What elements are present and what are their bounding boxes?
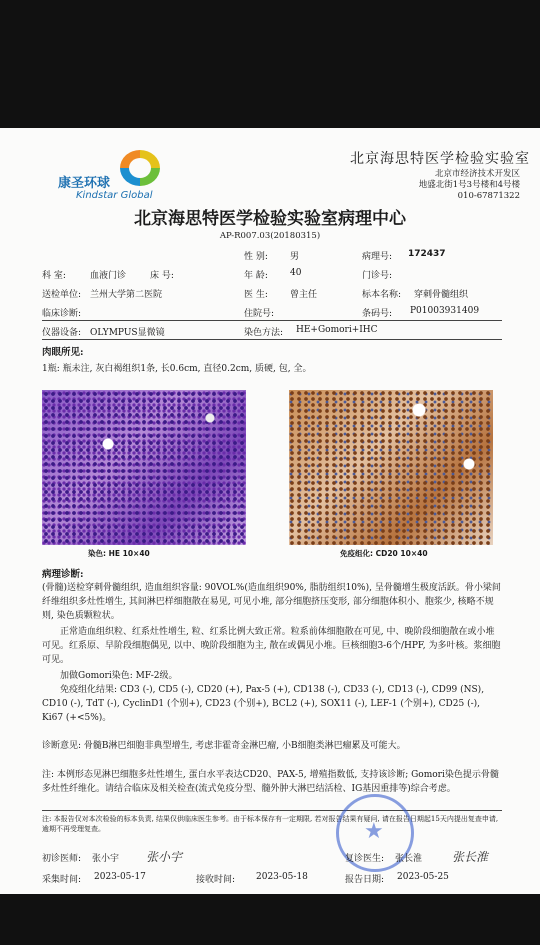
report-date: 2023-05-25 — [397, 872, 449, 882]
receive-date: 2023-05-18 — [256, 872, 308, 882]
report-title: 北京海思特医学检验实验室病理中心 — [134, 209, 406, 229]
hospital-value: 兰州大学第二医院 — [90, 290, 163, 300]
divider — [42, 320, 502, 321]
review-doctor-name: 张长淮 — [395, 854, 423, 864]
cd20-ihc-micrograph — [289, 390, 493, 545]
gross-heading: 肉眼所见: — [42, 347, 84, 358]
first-doctor-label: 初诊医师: — [42, 854, 82, 864]
gomori-result: 加做Gomori染色: MF-2级。 — [60, 671, 178, 681]
dept-value: 血液门诊 — [90, 271, 127, 281]
specimen-value: 穿刺骨髓组织 — [414, 290, 469, 300]
divider — [42, 339, 502, 340]
receive-label: 接收时间: — [196, 875, 236, 885]
stain-label: 染色方法: — [244, 328, 284, 338]
review-doctor-label: 复诊医生: — [345, 854, 385, 864]
doctor-label: 医 生: — [244, 290, 268, 300]
he-caption: 染色: HE 10×40 — [88, 549, 150, 558]
inpatient-label: 住院号: — [244, 309, 275, 319]
pathology-no-value: 172437 — [408, 249, 446, 259]
seal-star-icon: ★ — [364, 819, 384, 844]
logo-name-cn: 康圣环球 — [58, 176, 111, 191]
instrument-label: 仪器设备: — [42, 328, 82, 338]
doctor-value: 曾主任 — [290, 290, 318, 300]
logo-ring-icon — [120, 150, 160, 186]
barcode-value: P01003931409 — [410, 306, 480, 316]
specimen-label: 标本名称: — [362, 290, 402, 300]
diagnosis-note: 注: 本例形态见淋巴细胞多灶性增生, 蛋白水平表达CD20、PAX-5, 增殖指数低, 支持该诊断; Gomori染色提示骨髓多灶性纤维化。请结合临床及相关检查(流式免疫分型、髓外肿大淋巴结活检、IG基因重排等)综合考虑。 — [42, 770, 499, 794]
diagnosis-paragraph-1: (骨髓)送检穿刺骨髓组织, 造血组织容量: 90VOL%(造血组织90%, 脂肪组织10%), 呈骨髓增生极度活跃。骨小梁间纤维组织多灶性增生, 其间淋巴样细胞散在易见, 可见小堆, 部分细胞挤压变形, 部分细胞体积小、胞浆少, 核略不规则, 染色质颗粒状。 — [42, 583, 501, 621]
barcode-label: 条码号: — [362, 309, 393, 319]
disclaimer: 注: 本报告仅对本次检验的标本负责, 结果仅供临床医生参考。由于标本保存有一定期限, 若对报告结果有疑问, 请在报告日期起15天内提出复查申请, 逾期不再受理复查。 — [42, 815, 499, 833]
address-line-2: 地盛北街1号3号楼和4号楼 — [418, 180, 520, 190]
age-value: 40 — [290, 268, 302, 278]
outpatient-label: 门诊号: — [362, 271, 393, 281]
report-label: 报告日期: — [345, 875, 385, 885]
document-code: AP-R007.03(20180315) — [219, 231, 321, 241]
pathology-no-label: 病理号: — [362, 252, 393, 262]
collect-date: 2023-05-17 — [94, 872, 146, 882]
photo-background — [0, 894, 540, 945]
gross-description: 1瓶: 瓶未注, 灰白褐组织1条, 长0.6cm, 直径0.2cm, 质硬, 包, 全。 — [42, 364, 312, 374]
logo-name-en: Kindstar Global — [76, 190, 153, 201]
divider — [42, 810, 502, 811]
address-line-1: 北京市经济技术开发区 — [434, 169, 520, 179]
company-logo — [58, 150, 168, 202]
instrument-value: OLYMPUS显微镜 — [90, 328, 165, 338]
first-doctor-signature: 张小宇 — [146, 850, 183, 864]
review-doctor-signature: 张长淮 — [452, 850, 489, 864]
dept-label: 科 室: — [42, 271, 66, 281]
clinical-diagnosis-label: 临床诊断: — [42, 309, 82, 319]
diagnosis-opinion: 诊断意见: 骨髓B淋巴细胞非典型增生, 考虑非霍奇金淋巴瘤, 小B细胞类淋巴瘤累及可能大。 — [42, 741, 406, 751]
ihc-results: 免疫组化结果: CD3 (-), CD5 (-), CD20 (+), Pax-5 (+), CD138 (-), CD33 (-), CD13 (-), CD99 (NS), CD10 (-), TdT (-), CyclinD1 (个别+), CD23 (个别+), BCL2 (+), SOX11 (-), LEF-1 (个别+), CD25 (-), Ki67 (+<5%)。 — [42, 685, 485, 723]
diagnosis-paragraph-2: 正常造血组织粒、红系灶性增生, 粒、红系比例大致正常。粒系前体细胞散在可见, 中、晚阶段细胞散在或小堆可见。红系原、早阶段细胞偶见, 以中、晚阶段细胞为主, 散在或偶见小堆。巨核细胞3-6个/HPF, 为多叶核。浆细胞可见。 — [42, 627, 501, 665]
hospital-label: 送检单位: — [42, 290, 82, 300]
bed-label: 床 号: — [150, 271, 174, 281]
phone-number: 010-67871322 — [457, 191, 520, 201]
stain-value: HE+Gomori+IHC — [296, 325, 378, 335]
collect-label: 采集时间: — [42, 875, 82, 885]
lab-name: 北京海思特医学检验实验室 — [350, 151, 530, 167]
he-stain-micrograph — [42, 390, 246, 545]
diagnosis-heading: 病理诊断: — [42, 569, 84, 580]
report-page — [0, 128, 540, 894]
gender-label: 性 别: — [244, 252, 268, 262]
ihc-caption: 免疫组化: CD20 10×40 — [340, 549, 428, 558]
age-label: 年 龄: — [244, 271, 268, 281]
first-doctor-name: 张小宇 — [92, 854, 120, 864]
gender-value: 男 — [290, 252, 300, 262]
